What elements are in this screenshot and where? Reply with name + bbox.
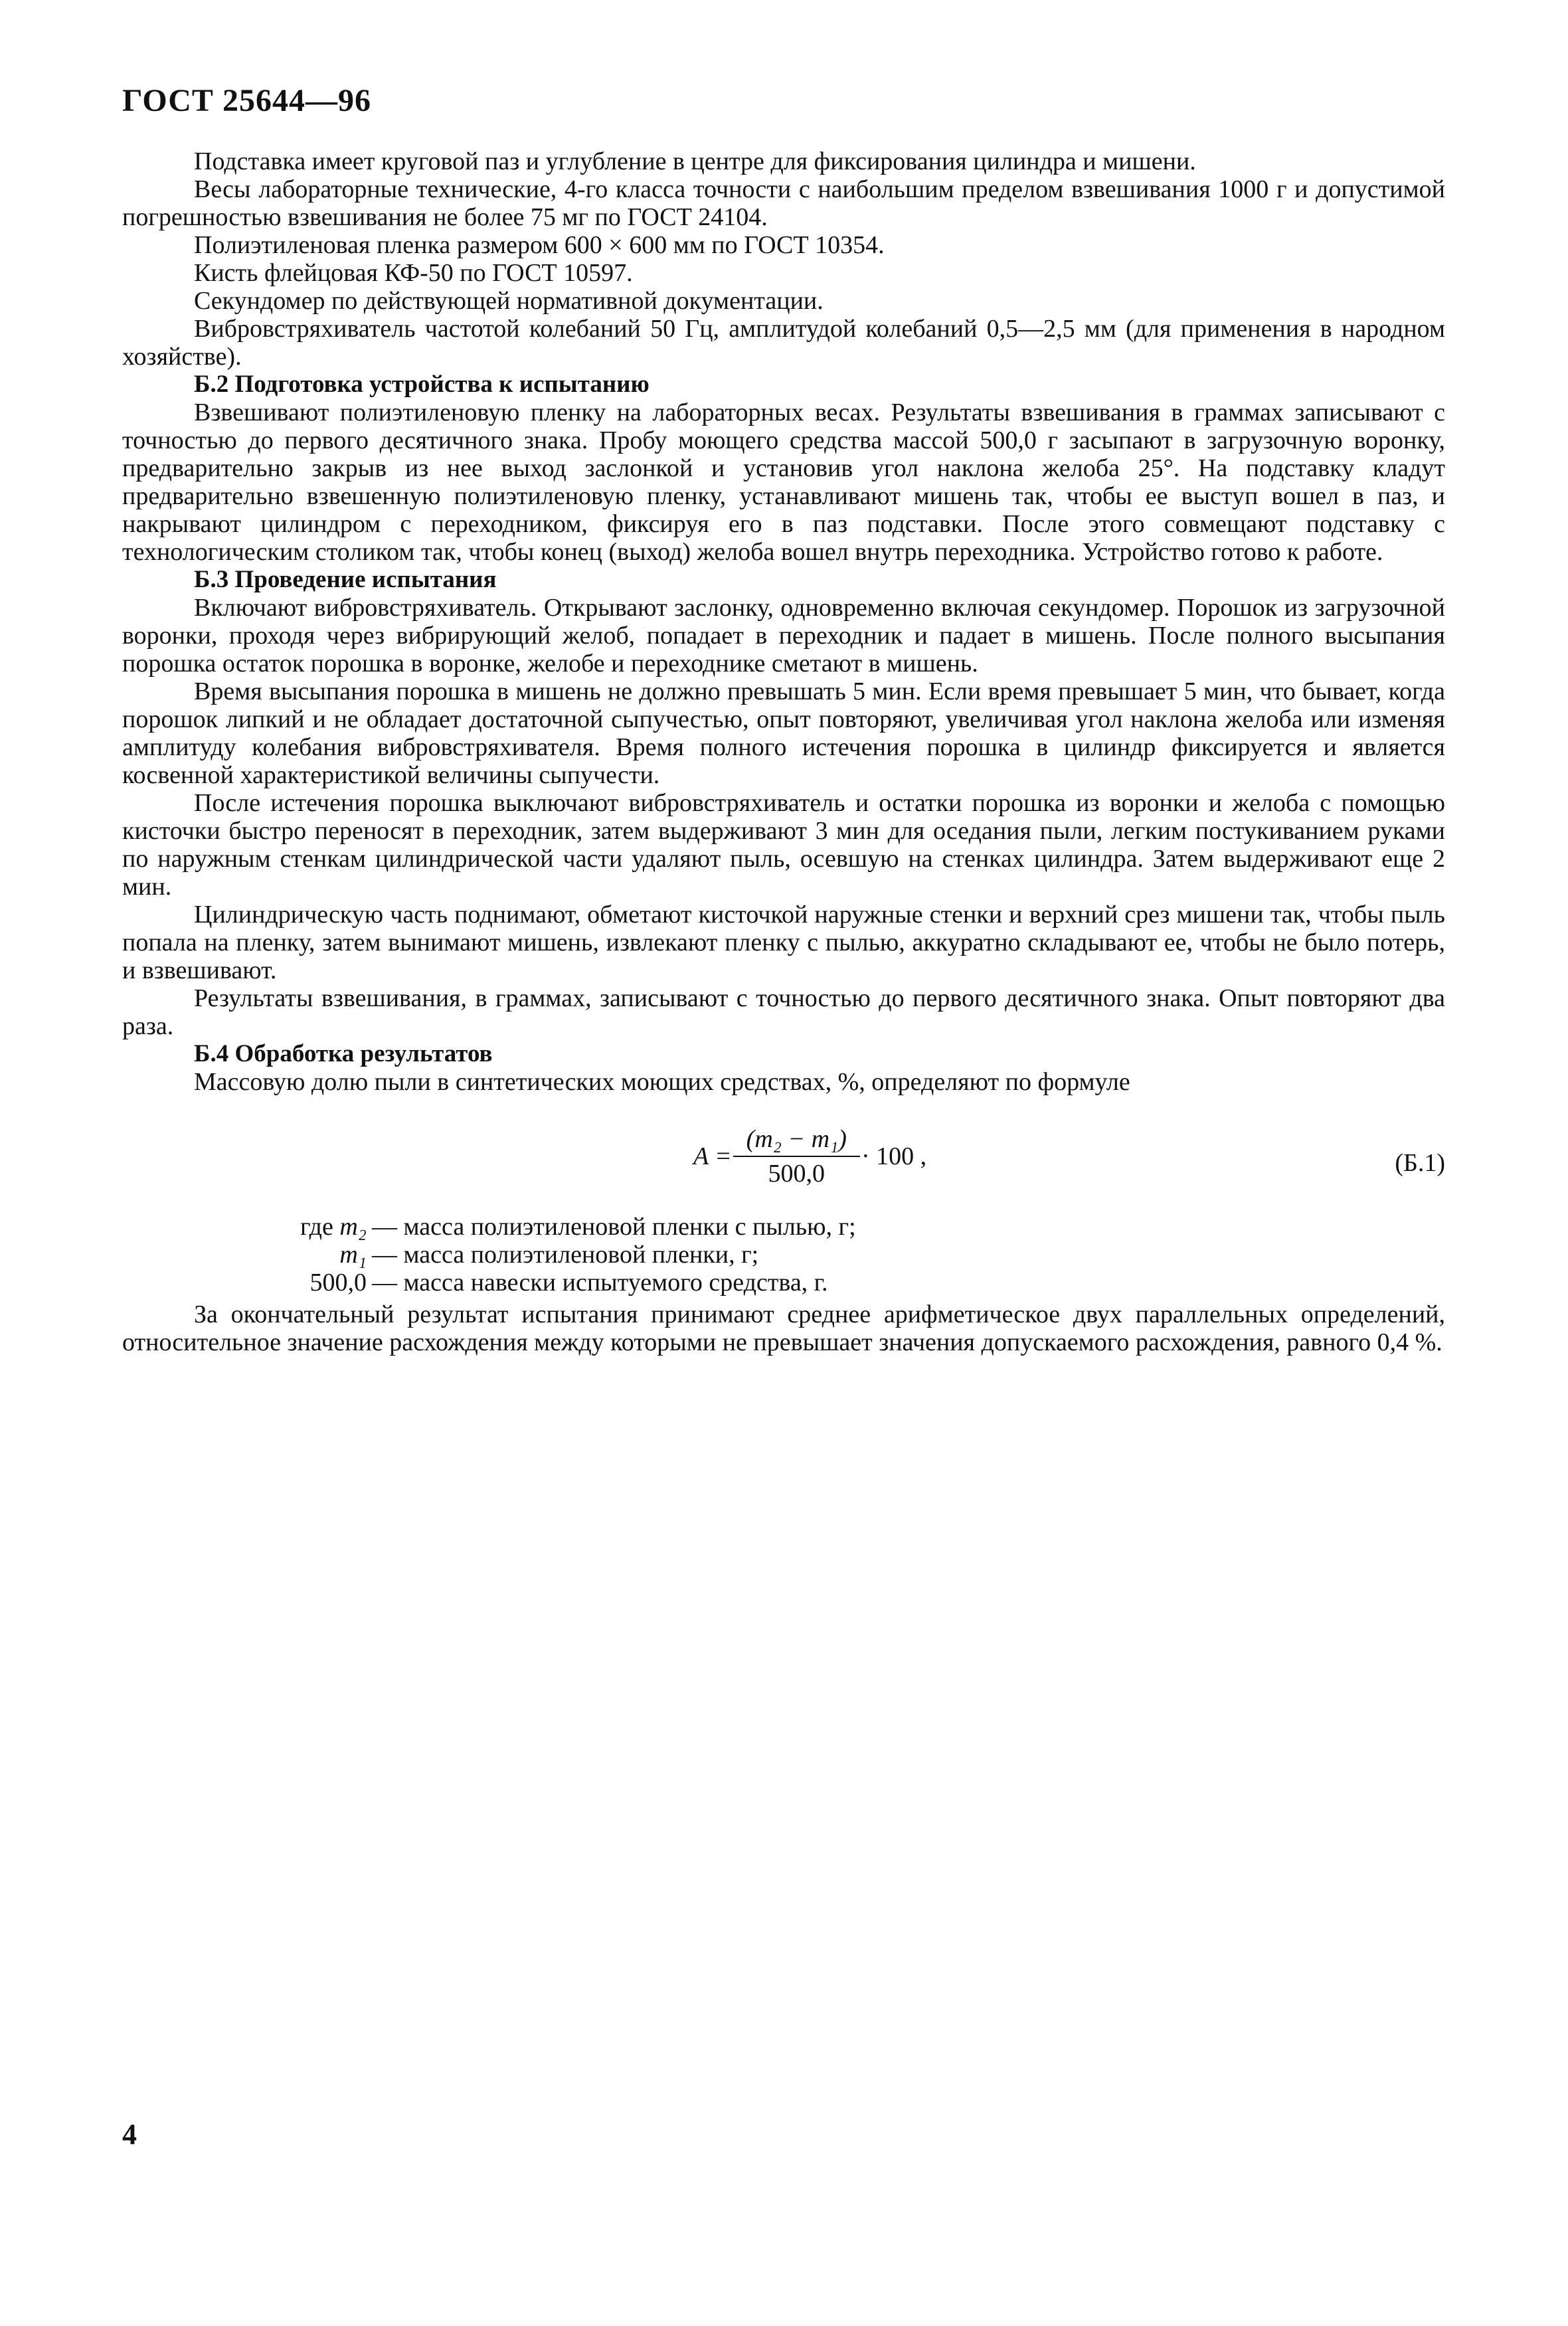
legend-symbol: m₂ xyxy=(339,1213,367,1241)
legend-row xyxy=(122,1241,1445,1269)
paragraph: Результаты взвешивания, в граммах, записывают с точностью до первого десятичного знака. Опыт повторяют два раза. xyxy=(122,984,1445,1040)
paragraph: Вибровстряхиватель частотой колебаний 50 Гц, амплитудой колебаний 0,5—2,5 мм (для применения в народном хозяйстве). xyxy=(122,315,1445,371)
legend-prefix: где xyxy=(300,1213,340,1241)
section-heading: Б.4 Обработка результатов xyxy=(194,1040,493,1067)
paragraph: Секундомер по действующей нормативной документации. xyxy=(194,287,824,315)
equation-number: (Б.1) xyxy=(1395,1149,1445,1177)
formula-denominator: 500,0 xyxy=(733,1156,860,1188)
paragraph: Цилиндрическую часть поднимают, обметают кисточкой наружные стенки и верхний срез мишени так, чтобы пыль попала на пленку, затем вынимают мишень, извлекают пленку с пылью, аккуратно складывают ее, чтобы не было потерь, и взвешивают. xyxy=(122,901,1445,984)
paragraph: После истечения порошка выключают вибровстряхиватель и остатки порошка из воронки и желоба с помощью кисточки быстро переносят в переходник, затем выдерживают 3 мин для оседания пыли, легким постукиванием руками по наружным стенкам цилиндрической части удаляют пыль, осевшую на стенках цилиндра. Затем выдерживают еще 2 мин. xyxy=(122,789,1445,901)
page-number: 4 xyxy=(122,2118,137,2151)
formula-block xyxy=(122,1109,1445,1209)
paragraph: Время высыпания порошка в мишень не должно превышать 5 мин. Если время превышает 5 мин, что бывает, когда порошок липкий и не обладает достаточной сыпучестью, опыт повторяют, увеличивая угол наклона желоба или изменяя амплитуду колебания вибровстряхивателя. Время полного истечения порошка в цилиндр фиксируется и является косвенной характеристикой величины сыпучести. xyxy=(122,677,1445,789)
legend-row xyxy=(122,1213,1445,1241)
paragraph: Кисть флейцовая КФ-50 по ГОСТ 10597. xyxy=(194,259,633,287)
legend-text: — масса навески испытуемого средства, г. xyxy=(372,1269,828,1297)
section-heading: Б.2 Подготовка устройства к испытанию xyxy=(194,371,650,398)
formula-numerator: (m₂ − m₁) xyxy=(746,1125,847,1153)
document-header: ГОСТ 25644—96 xyxy=(122,83,371,118)
section-heading: Б.3 Проведение испытания xyxy=(194,566,497,593)
legend-symbol: 500,0 xyxy=(309,1269,367,1297)
legend-text: — масса полиэтиленовой пленки, г; xyxy=(372,1241,759,1269)
paragraph: Весы лабораторные технические, 4-го класса точности с наибольшим пределом взвешивания 1000 г и допустимой погрешностью взвешивания не более 75 мг по ГОСТ 24104. xyxy=(122,175,1445,231)
legend-symbol: m₁ xyxy=(339,1241,367,1269)
formula-legend xyxy=(122,1213,1445,1297)
formula xyxy=(693,1125,926,1188)
formula-fraction xyxy=(740,1125,853,1188)
paragraph: Полиэтиленовая пленка размером 600 × 600 мм по ГОСТ 10354. xyxy=(194,231,885,259)
paragraph: Взвешивают полиэтиленовую пленку на лабораторных весах. Результаты взвешивания в граммах записывают с точностью до первого десятичного знака. Пробу моющего средства массой 500,0 г засыпают в загрузочную воронку, предварительно закрыв из нее выход заслонкой и установив угол наклона желоба 25°. На подставку кладут предварительно взвешенную полиэтиленовую пленку, устанавливают мишень так, чтобы ее выступ вошел в паз, и накрывают цилиндром с переходником, фиксируя его в паз подставки. После этого совмещают подставку с технологическим столиком так, чтобы конец (выход) желоба вошел внутрь переходника. Устройство готово к работе. xyxy=(122,399,1445,566)
paragraph: Подставка имеет круговой паз и углубление в центре для фиксирования цилиндра и мишени. xyxy=(194,147,1196,175)
formula-lhs: A = xyxy=(693,1142,732,1170)
document-body xyxy=(122,147,1445,1356)
legend-text: — масса полиэтиленовой пленки с пылью, г; xyxy=(372,1213,856,1241)
legend-row xyxy=(122,1269,1445,1297)
paragraph: Массовую долю пыли в синтетических моющих средствах, %, определяют по формуле xyxy=(194,1068,1130,1096)
paragraph: За окончательный результат испытания принимают среднее арифметическое двух параллельных определений, относительное значение расхождения между которыми не превышает значения допускаемого расхождения, равного 0,4 %. xyxy=(122,1300,1445,1356)
paragraph: Включают вибровстряхиватель. Открывают заслонку, одновременно включая секундомер. Порошок из загрузочной воронки, проходя через вибрирующий желоб, попадает в переходник и падает в мишень. После полного высыпания порошка остаток порошка в воронке, желобе и переходнике сметают в мишень. xyxy=(122,594,1445,677)
formula-tail: · 100 , xyxy=(861,1142,927,1170)
